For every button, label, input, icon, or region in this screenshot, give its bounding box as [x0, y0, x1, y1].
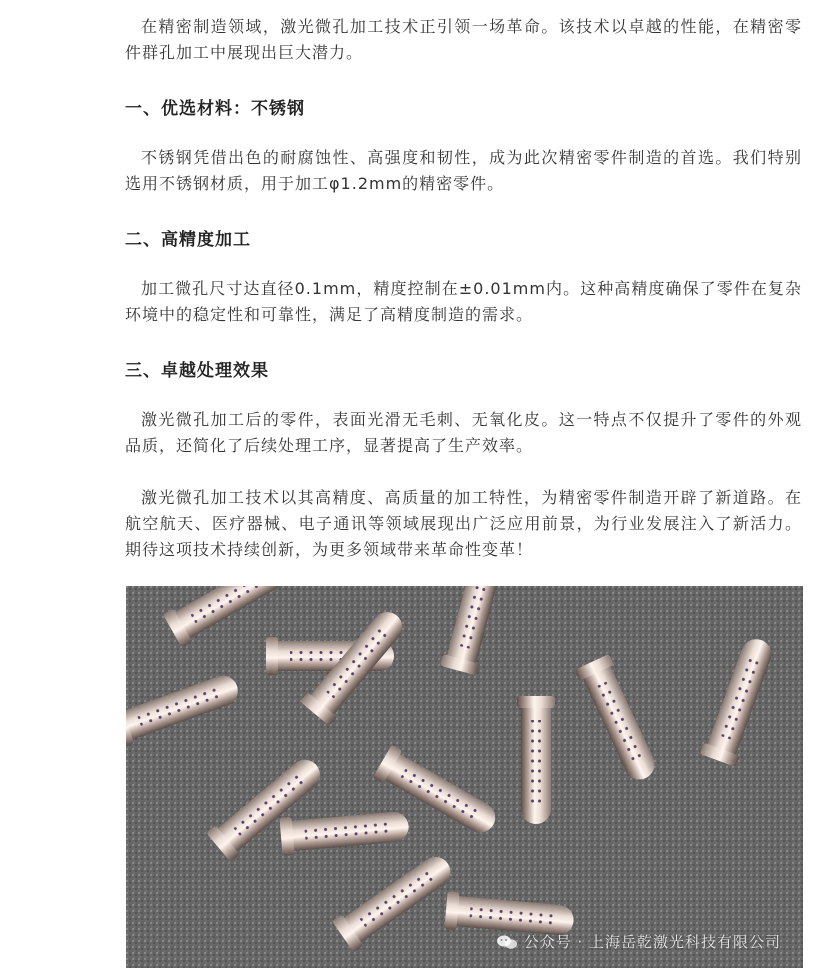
effect-paragraph: 激光微孔加工后的零件，表面光滑无毛刺、无氧化皮。这一特点不仅提升了零件的外观品质，还简化了后续处理工序，显著提高了生产效率。	[125, 410, 802, 455]
watermark-text: 公众号 · 上海岳乾激光科技有限公司	[523, 933, 781, 951]
section-heading-material: 一、优选材料：不锈钢	[125, 99, 305, 119]
section-heading-precision: 二、高精度加工	[125, 230, 251, 250]
precision-paragraph: 加工微孔尺寸达直径0.1mm，精度控制在±0.01mm内。这种高精度确保了零件在复杂环境中的稳定性和可靠性，满足了高精度制造的需求。	[125, 279, 802, 324]
watermark	[496, 931, 781, 952]
intro-paragraph: 在精密制造领域，激光微孔加工技术正引领一场革命。该技术以卓越的性能，在精密零件群孔加工中展现出巨大潜力。	[125, 17, 802, 62]
conclusion-paragraph: 激光微孔加工技术以其高精度、高质量的加工特性，为精密零件制造开辟了新道路。在航空航天、医疗器械、电子通讯等领域展现出广泛应用前景，为行业发展注入了新活力。期待这项技术持续创新，为更多领域带来革命性变革！	[125, 488, 802, 559]
material-paragraph: 不锈钢凭借出色的耐腐蚀性、高强度和韧性，成为此次精密零件制造的首选。我们特别选用不锈钢材质，用于加工φ1.2mm的精密零件。	[125, 148, 802, 193]
perforated-parts-illustration	[126, 586, 803, 968]
wechat-icon	[496, 934, 518, 950]
section-heading-effect: 三、卓越处理效果	[125, 361, 269, 381]
product-photo	[126, 586, 803, 968]
